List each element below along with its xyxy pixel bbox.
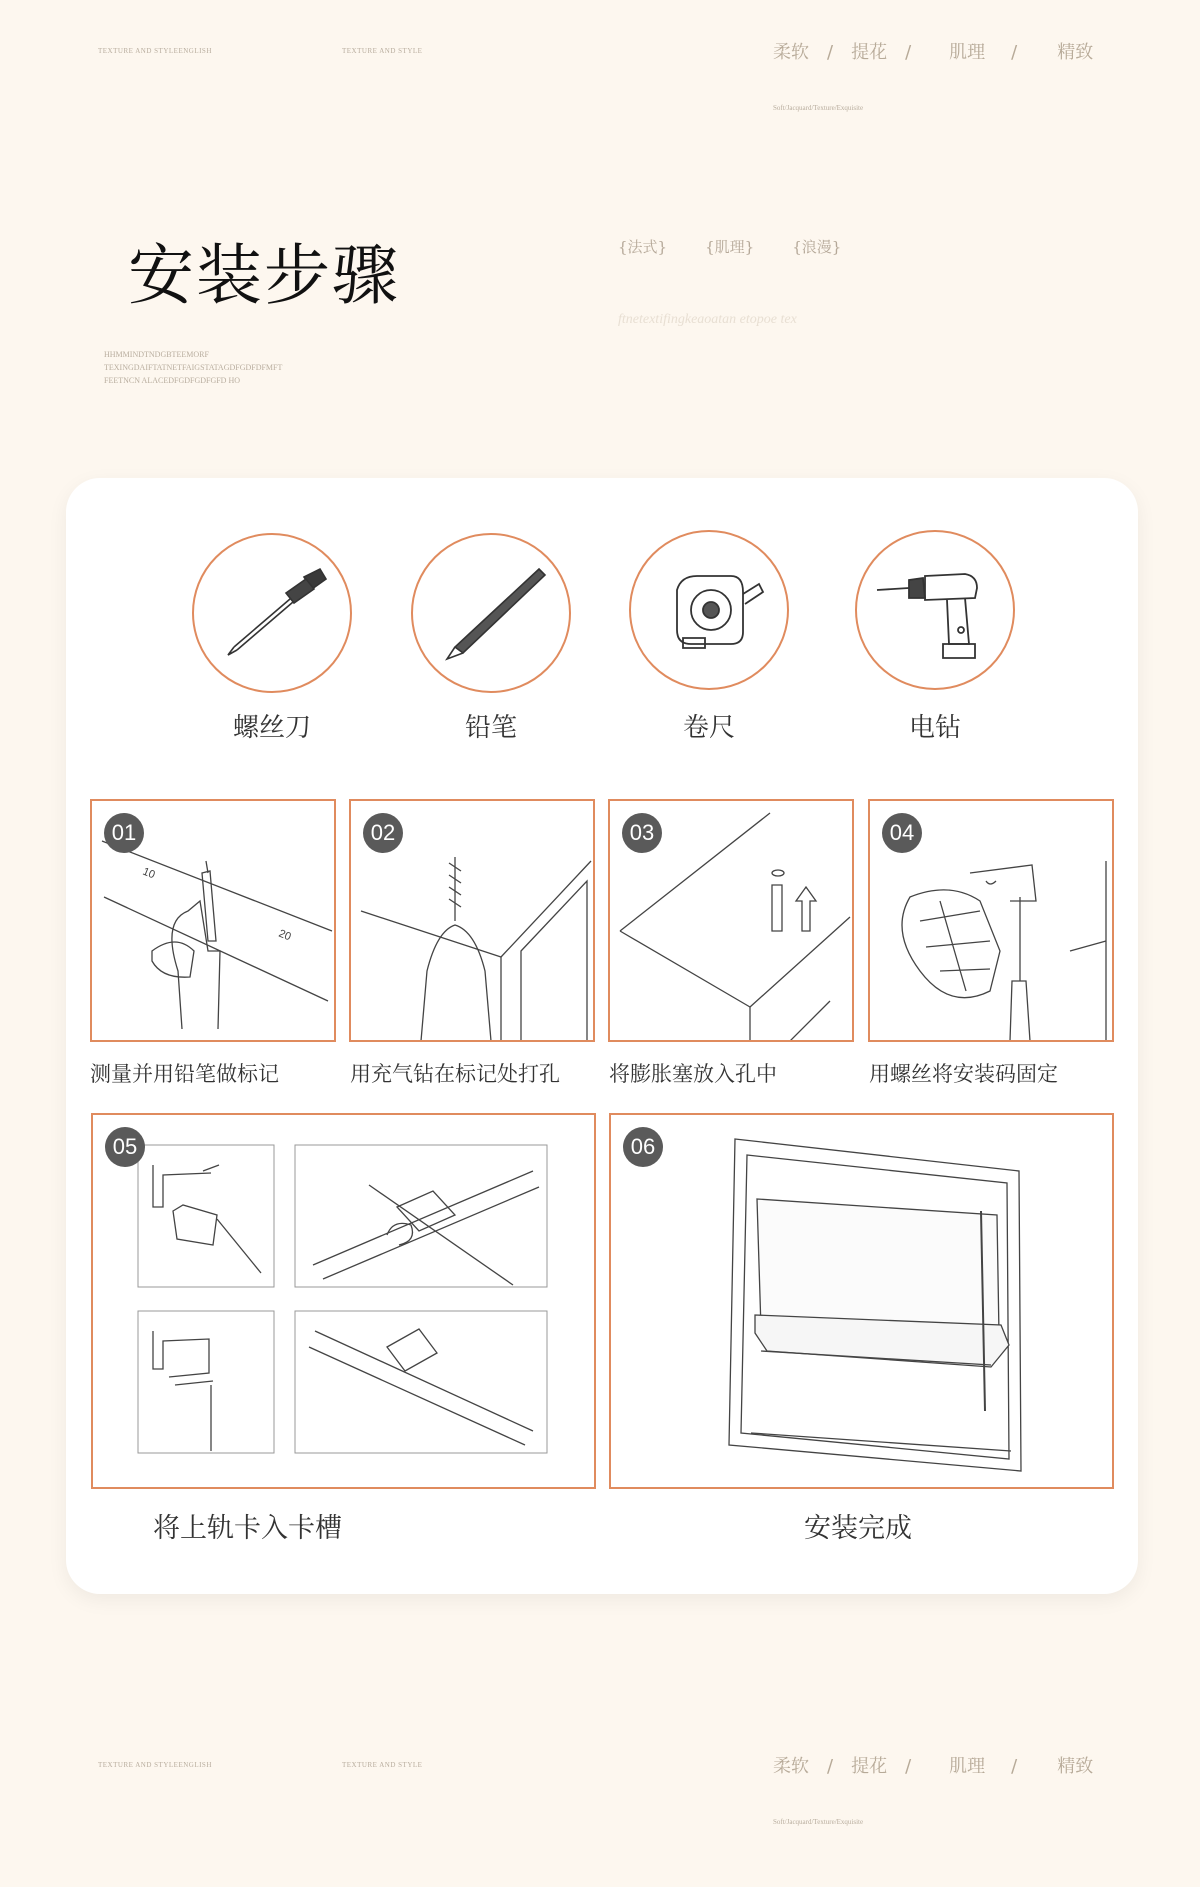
header-english-label: TEXTURE AND STYLEENGLISH [98, 47, 212, 55]
tool-label: 电钻 [908, 713, 961, 743]
tagline-word: 提花 [851, 1756, 888, 1777]
step-caption: 将上轨卡入卡槽 [153, 1513, 342, 1544]
footer-english-label: TEXTURE AND STYLEENGLISH [98, 1761, 212, 1769]
tape-measure-icon [631, 532, 787, 688]
tagline-separator: / [905, 1756, 912, 1777]
step-caption: 安装完成 [804, 1513, 912, 1544]
tagline-separator: / [827, 42, 834, 63]
tagline-separator: / [905, 42, 912, 63]
tool-circle-screwdriver [192, 533, 352, 693]
step-caption: 用螺丝将安装码固定 [869, 1062, 1058, 1086]
tool-label: 卷尺 [682, 713, 735, 743]
tagline-word: 提花 [851, 42, 888, 63]
decorative-text-line: TEXINGDAIFTATNETFAIGSTATAGDFGDFDFMFT [104, 363, 283, 372]
step-number-badge: 06 [623, 1127, 663, 1167]
ruler-mark: 10 [140, 865, 157, 882]
footer-tagline [773, 1752, 1093, 1778]
step-caption: 用充气钻在标记处打孔 [350, 1062, 560, 1086]
finished-blind-illustration [611, 1115, 1114, 1489]
page-title: 安装步骤 [128, 237, 400, 314]
tagline-separator: / [1011, 1756, 1018, 1777]
step-number-badge: 01 [104, 813, 144, 853]
tagline-word: 精致 [1057, 42, 1094, 63]
style-tag: {浪漫} [792, 238, 842, 256]
footer-sub-english: Soft/Jacquard/Texture/Exquisite [773, 1818, 864, 1826]
step-number-badge: 03 [622, 813, 662, 853]
step-panel-03 [608, 799, 854, 1042]
step-panel-06 [609, 1113, 1114, 1489]
tool-circle-tape-measure [629, 530, 789, 690]
style-tag: {肌理} [705, 238, 755, 256]
header-sub-english: Soft/Jacquard/Texture/Exquisite [773, 104, 864, 112]
tagline-separator: / [1011, 42, 1018, 63]
step-panel-04 [868, 799, 1114, 1042]
tool-label: 铅笔 [464, 713, 517, 743]
header-tagline [773, 38, 1093, 64]
decorative-text-block [104, 348, 282, 387]
electric-drill-icon [857, 532, 1013, 688]
tool-circle-electric-drill [855, 530, 1015, 690]
tagline-word: 肌理 [949, 42, 986, 63]
style-tags [618, 236, 879, 257]
screwdriver-icon [194, 535, 350, 691]
step-caption: 将膨胀塞放入孔中 [609, 1062, 777, 1086]
step-panel-02 [349, 799, 595, 1042]
tagline-word: 柔软 [773, 1756, 809, 1777]
step-number-badge: 04 [882, 813, 922, 853]
footer-style-label: TEXTURE AND STYLE [342, 1761, 423, 1769]
tagline-word: 柔软 [773, 42, 809, 63]
tagline-word: 肌理 [949, 1756, 986, 1777]
decorative-text-line: HHMMINDTNDGBTEEMORF [104, 350, 209, 359]
tagline-separator: / [827, 1756, 834, 1777]
decorative-text-line: FEETNCN ALACEDFGDFGDFGFD HO [104, 376, 241, 385]
header-style-label: TEXTURE AND STYLE [342, 47, 423, 55]
top-rail-illustration [93, 1115, 596, 1489]
tool-circle-pencil [411, 533, 571, 693]
pencil-icon [413, 535, 569, 691]
tagline-word: 精致 [1057, 1756, 1094, 1777]
step-number-badge: 05 [105, 1127, 145, 1167]
step-panel-05 [91, 1113, 596, 1489]
step-panel-01 [90, 799, 336, 1042]
step-number-badge: 02 [363, 813, 403, 853]
tool-label: 螺丝刀 [232, 713, 311, 743]
step-caption: 测量并用铅笔做标记 [90, 1062, 279, 1086]
ruler-mark: 20 [276, 927, 293, 944]
style-tag: {法式} [618, 238, 668, 256]
decorative-script: ftnetextifingkeaoatan etopoe tex [618, 312, 797, 327]
